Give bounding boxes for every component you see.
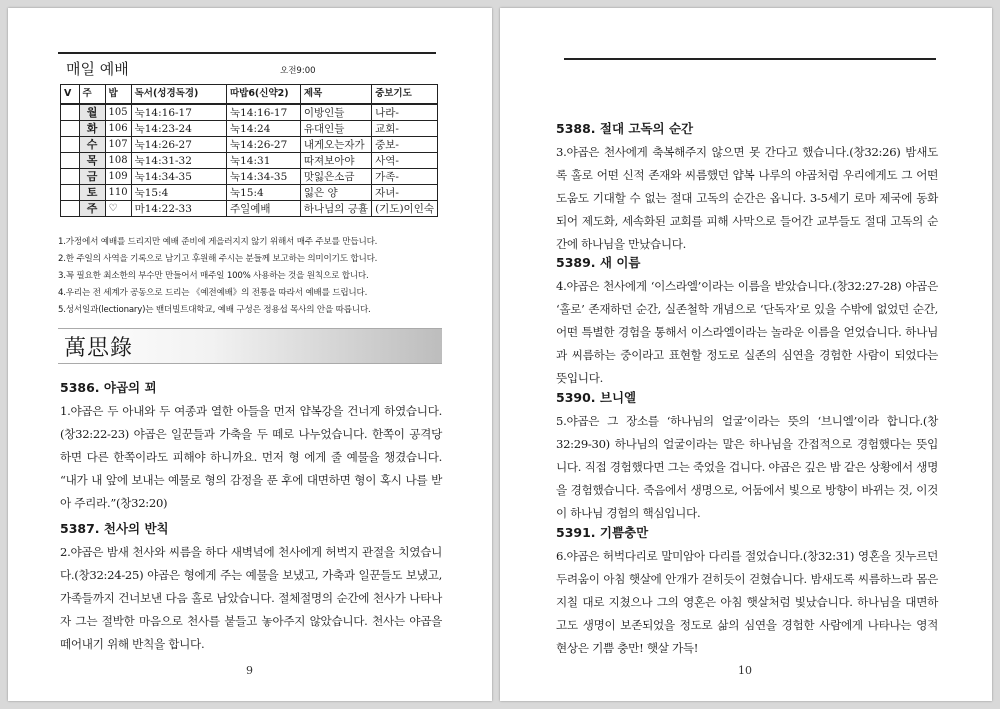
- right-page: [500, 8, 992, 701]
- section-banner: [58, 328, 442, 364]
- day-cell: 금: [79, 169, 105, 185]
- section-title: 萬思錄: [64, 336, 134, 361]
- entry-5388: [556, 119, 938, 256]
- reading-cell: 눅14:26-27: [226, 137, 300, 153]
- table-row: [61, 104, 438, 121]
- note-item: 4.우리는 전 세계가 공동으로 드리는 《예전예배》의 전통을 따라서 예배를 드립니다.: [58, 288, 368, 298]
- entry-heading: 5388. 절대 고독의 순간: [556, 121, 694, 136]
- reading-cell: 눅14:23-24: [131, 121, 226, 137]
- title-cell: 맛잃은소금: [300, 169, 371, 185]
- entry-5391: [556, 523, 938, 660]
- check-cell: [61, 104, 80, 121]
- title-cell: 하나님의 긍휼: [300, 201, 371, 217]
- reading-cell: 눅14:16-17: [226, 104, 300, 121]
- prayer-cell: 가족-: [372, 169, 438, 185]
- entry-5387: [60, 519, 442, 656]
- hymn-number-cell: 107: [105, 137, 131, 153]
- day-cell: 화: [79, 121, 105, 137]
- table-row: [61, 201, 438, 217]
- title-cell: 유대인들: [300, 121, 371, 137]
- check-cell: [61, 201, 80, 217]
- table-row: [61, 153, 438, 169]
- top-rule: [564, 58, 936, 60]
- reading-cell: 눅14:34-35: [131, 169, 226, 185]
- column-header: V: [61, 85, 80, 105]
- table-row: [61, 137, 438, 153]
- title-cell: 이방인들: [300, 104, 371, 121]
- reading-cell: 마14:22-33: [131, 201, 226, 217]
- entry-5386: [60, 378, 442, 515]
- prayer-cell: 중보-: [372, 137, 438, 153]
- reading-cell: 눅14:26-27: [131, 137, 226, 153]
- entry-heading: 5390. 브니엘: [556, 390, 637, 405]
- check-cell: [61, 169, 80, 185]
- table-row: [61, 121, 438, 137]
- column-header: 밥: [105, 85, 131, 105]
- hymn-number-cell: 109: [105, 169, 131, 185]
- entry-body: 6.야곱은 허벅다리로 말미암아 다리를 절었습니다.(창32:31) 영혼을 짓누르던 두려움이 아침 햇살에 안개가 걷히듯이 걷혔습니다. 밤새도록 씨름하느라 몸은 지칠 대로 지쳤으나 그의 영혼은 아침 햇살처럼 빛났습니다. 하나님을 대면하고도 생명이 보존되었을 정도로 삶의 심연을 경험한 사람에게 나타나는 영적 현상은 기쁨 충만! 햇살 가득!: [556, 549, 938, 655]
- entry-heading: 5387. 천사의 반칙: [60, 521, 169, 536]
- note-item: 1.가정에서 예배를 드리지만 예배 준비에 게을러지지 않기 위해서 매주 주보를 만듭니다.: [58, 237, 378, 247]
- left-page: [8, 8, 492, 701]
- hymn-number-cell: 105: [105, 104, 131, 121]
- entry-5390: [556, 388, 938, 525]
- reading-cell: 눅14:31: [226, 153, 300, 169]
- reading-cell: 눅14:16-17: [131, 104, 226, 121]
- check-cell: [61, 185, 80, 201]
- prayer-cell: 사역-: [372, 153, 438, 169]
- entry-5389: [556, 253, 938, 390]
- notes-list: [58, 234, 442, 319]
- title-cell: 따져보아야: [300, 153, 371, 169]
- page-number: 9: [246, 664, 253, 677]
- entry-body: 2.야곱은 밤새 천사와 씨름을 하다 새벽녘에 천사에게 허벅지 관절을 치였습니다.(창32:24-25) 야곱은 형에게 주는 예물을 보냈고, 가축과 일꾼들도 보냈고, 가족들까지 건너보낸 다음 홀로 남았습니다. 절체절명의 순간에 천사가 나타나자 그는 절박한 마음으로 천사를 붙들고 놓아주지 않았습니다. 천사는 야곱을 떼어내기 위해 반칙을 합니다.: [60, 545, 442, 651]
- entry-body: 5.야곱은 그 장소를 ‘하나님의 얼굴’이라는 뜻의 ‘브니엘’이라 합니다.(창32:29-30) 하나님의 얼굴이라는 말은 하나님을 간접적으로 경험했다는 뜻입니다. 직접 경험했다면 그는 죽었을 겁니다. 야곱은 깊은 밤 같은 상황에서 생명을 경험했습니다. 죽음에서 생명으로, 어둠에서 빛으로 방향이 바뀌는 것, 이것이 하나님 경험의 핵심입니다.: [556, 414, 938, 520]
- day-cell: 토: [79, 185, 105, 201]
- title-cell: 내게오는자가: [300, 137, 371, 153]
- entry-body: 4.야곱은 천사에게 ‘이스라엘’이라는 이름을 받았습니다.(창32:27-28) 야곱은 ‘홀로’ 존재하던 순간, 실존철학 개념으로 ‘단독자’로 있을 수밖에 없었던 순간, 어떤 특별한 경험을 통해서 이스라엘이라는 놀라운 이름을 얻었습니다. 하나님과 씨름하는 중이라고 표현할 정도로 실존의 심연을 경험한 사람이 되었다는 뜻입니다.: [556, 279, 938, 385]
- page-number: 10: [738, 664, 752, 677]
- hymn-number-cell: 106: [105, 121, 131, 137]
- hymn-number-cell: ♡: [105, 201, 131, 217]
- entry-heading: 5391. 기쁨충만: [556, 525, 649, 540]
- reading-cell: 눅14:24: [226, 121, 300, 137]
- day-cell: 주: [79, 201, 105, 217]
- entry-body: 1.야곱은 두 아내와 두 여종과 열한 아들을 먼저 얍복강을 건너게 하였습니다.(창32:22-23) 야곱은 일꾼들과 가축을 두 떼로 나누었습니다. 한쪽이 공격당하면 다른 한쪽이라도 피해야 하니까요. 먼저 형 에게 줄 예물을 챙겼습니다. “내가 내 앞에 보내는 예물로 형의 감정을 푼 후에 대면하면 형이 혹시 나를 받아 주리라.”(창32:20): [60, 404, 442, 510]
- day-cell: 수: [79, 137, 105, 153]
- note-item: 2.한 주일의 사역을 기록으로 남기고 후원해 주시는 분들께 보고하는 의미이기도 합니다.: [58, 254, 378, 264]
- entry-heading: 5386. 야곱의 꾀: [60, 380, 157, 395]
- entry-body: 3.야곱은 천사에게 축복해주지 않으면 못 간다고 했습니다.(창32:26) 밤새도록 홀로 어떤 신적 존재와 씨름했던 얍복 나루의 야곱처럼 우리에게도 그 어떤 도움도 기대할 수 없는 절대 고독의 순간은 옵니다. 3-5세기 로마 제국에 동화되어 제도화, 세속화된 교회를 피해 사막으로 들어간 교부들도 절대 고독의 순간에 하나님을 만났습니다.: [556, 145, 938, 251]
- prayer-cell: (기도)이인숙: [372, 201, 438, 217]
- reading-cell: 눅15:4: [226, 185, 300, 201]
- column-header: 독서(성경독경): [131, 85, 226, 105]
- title-cell: 잃은 양: [300, 185, 371, 201]
- daily-worship-title: 매일 예배: [66, 60, 129, 78]
- column-header: 제목: [300, 85, 371, 105]
- column-header: 주: [79, 85, 105, 105]
- daily-worship-time: 오전9:00: [280, 66, 316, 76]
- entry-heading: 5389. 새 이름: [556, 255, 641, 270]
- day-cell: 목: [79, 153, 105, 169]
- check-cell: [61, 137, 80, 153]
- top-rule: [58, 52, 436, 54]
- prayer-cell: 교회-: [372, 121, 438, 137]
- hymn-number-cell: 108: [105, 153, 131, 169]
- prayer-cell: 자녀-: [372, 185, 438, 201]
- check-cell: [61, 153, 80, 169]
- reading-cell: 눅14:34-35: [226, 169, 300, 185]
- hymn-number-cell: 110: [105, 185, 131, 201]
- worship-schedule-table: [60, 84, 438, 217]
- note-item: 5.성서일과(lectionary)는 밴더빌트대학교, 예배 구성은 정용섭 목사의 안을 따릅니다.: [58, 305, 371, 315]
- column-header: 따밥6(신약2): [226, 85, 300, 105]
- table-row: [61, 169, 438, 185]
- reading-cell: 눅14:31-32: [131, 153, 226, 169]
- table-header-row: [61, 85, 438, 105]
- note-item: 3.꼭 필요한 최소한의 부수만 만들어서 매주일 100% 사용하는 것을 원칙으로 합니다.: [58, 271, 369, 281]
- table-row: [61, 185, 438, 201]
- reading-cell: 주일예배: [226, 201, 300, 217]
- prayer-cell: 나라-: [372, 104, 438, 121]
- day-cell: 월: [79, 104, 105, 121]
- reading-cell: 눅15:4: [131, 185, 226, 201]
- column-header: 중보기도: [372, 85, 438, 105]
- check-cell: [61, 121, 80, 137]
